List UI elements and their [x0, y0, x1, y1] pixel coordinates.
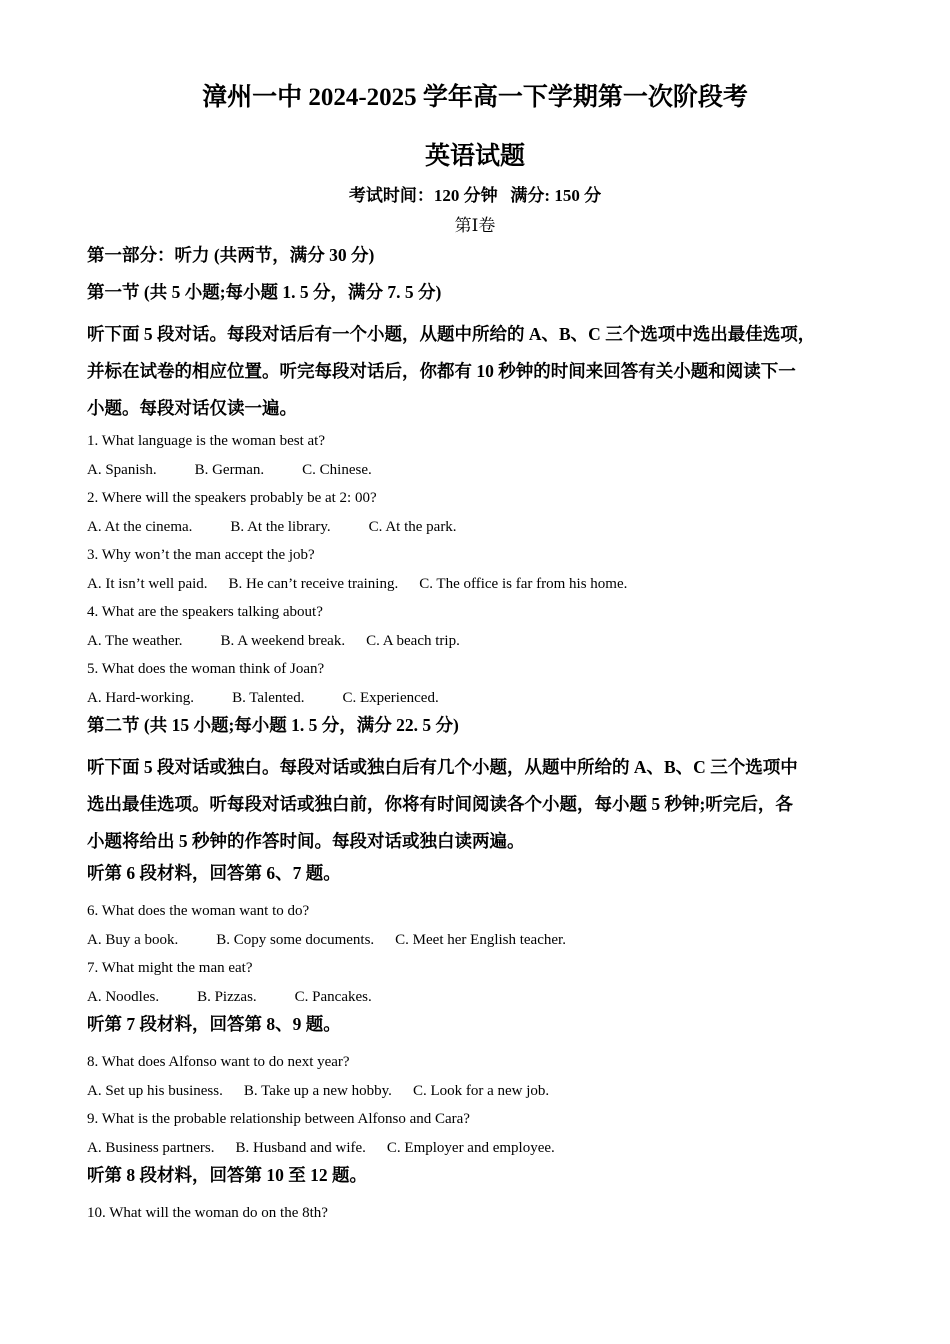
exam-content [87, 242, 877, 1228]
section1-heading: 第一节 (共 5 小题;每小题 1. 5 分，满分 7. 5 分) [87, 282, 442, 302]
question-text: 1. What language is the woman best at? [87, 433, 325, 449]
exam-title: 漳州一中 2024-2025 学年高一下学期第一次阶段考 [202, 84, 748, 111]
material-label: 听第 7 段材料，回答第 8、9 题。 [87, 1014, 341, 1034]
question-text: 8. What does Alfonso want to do next year? [87, 1054, 350, 1070]
question-text: 3. Why won’t the man accept the job? [87, 547, 315, 563]
option-a: A. Buy a book. [87, 931, 179, 948]
question-text: 10. What will the woman do on the 8th? [87, 1205, 328, 1221]
answer-options [87, 926, 877, 955]
volume-label: 第Ⅰ卷 [454, 216, 496, 235]
answer-options [87, 627, 877, 656]
exam-info: 考试时间：120 分钟 满分: 150 分 [348, 186, 602, 205]
answer-options [87, 1077, 877, 1106]
section1-instructions [87, 316, 877, 427]
material-label: 听第 6 段材料，回答第 6、7 题。 [87, 863, 341, 883]
option-b: B. German. [194, 461, 265, 478]
option-a: A. Spanish. [87, 461, 157, 478]
answer-options [87, 684, 877, 713]
option-c: C. Look for a new job. [412, 1082, 550, 1099]
option-a: A. Hard-working. [87, 689, 195, 706]
question-text: 5. What does the woman think of Joan? [87, 661, 325, 677]
question-text: 2. Where will the speakers probably be at 2: 00? [87, 490, 377, 506]
answer-options [87, 456, 877, 485]
option-b: B. Husband and wife. [235, 1139, 366, 1156]
option-b: B. A weekend break. [220, 632, 346, 649]
part1-heading: 第一部分：听力 (共两节，满分 30 分) [87, 245, 375, 265]
instruction-line: 听下面 5 段对话或独白。每段对话或独白后有几个小题，从题中所给的 A、B、C 三个选项中 [87, 757, 798, 777]
option-a: A. The weather. [87, 632, 183, 649]
option-c: C. Experienced. [342, 689, 439, 706]
question-text: 7. What might the man eat? [87, 960, 253, 976]
option-c: C. At the park. [368, 518, 457, 535]
option-c: C. Employer and employee. [386, 1139, 555, 1156]
option-b: B. Take up a new hobby. [243, 1082, 392, 1099]
option-b: B. Talented. [232, 689, 305, 706]
material-label: 听第 8 段材料，回答第 10 至 12 题。 [87, 1165, 367, 1185]
exam-subtitle: 英语试题 [424, 143, 525, 170]
section2-instructions [87, 749, 877, 860]
option-c: C. The office is far from his home. [419, 575, 628, 592]
instruction-line: 小题。每段对话仅读一遍。 [87, 398, 297, 418]
question-text: 9. What is the probable relationship between Alfonso and Cara? [87, 1111, 470, 1127]
option-a: A. Business partners. [87, 1139, 215, 1156]
option-b: B. He can’t receive training. [228, 575, 399, 592]
option-c: C. Chinese. [302, 461, 372, 478]
instruction-line: 并标在试卷的相应位置。听完每段对话后，你都有 10 秒钟的时间来回答有关小题和阅读下一 [87, 361, 796, 381]
question-text: 6. What does the woman want to do? [87, 903, 310, 919]
answer-options [87, 570, 877, 599]
option-c: C. Meet her English teacher. [395, 931, 566, 948]
option-c: C. A beach trip. [366, 632, 460, 649]
option-a: A. At the cinema. [87, 518, 193, 535]
option-a: A. Set up his business. [87, 1082, 223, 1099]
answer-options [87, 513, 877, 542]
option-a: A. It isn’t well paid. [87, 575, 208, 592]
instruction-line: 小题将给出 5 秒钟的作答时间。每段对话或独白读两遍。 [87, 831, 525, 851]
option-b: B. Copy some documents. [216, 931, 375, 948]
section2-heading: 第二节 (共 15 小题;每小题 1. 5 分，满分 22. 5 分) [87, 715, 459, 735]
option-a: A. Noodles. [87, 988, 160, 1005]
option-b: B. At the library. [230, 518, 331, 535]
question-text: 4. What are the speakers talking about? [87, 604, 323, 620]
answer-options [87, 1134, 877, 1163]
option-b: B. Pizzas. [197, 988, 257, 1005]
option-c: C. Pancakes. [294, 988, 372, 1005]
instruction-line: 选出最佳选项。听每段对话或独白前，你将有时间阅读各个小题，每小题 5 秒钟;听完后，各 [87, 794, 793, 814]
instruction-line: 听下面 5 段对话。每段对话后有一个小题，从题中所给的 A、B、C 三个选项中选出最佳选项， [87, 324, 816, 344]
answer-options [87, 983, 877, 1012]
